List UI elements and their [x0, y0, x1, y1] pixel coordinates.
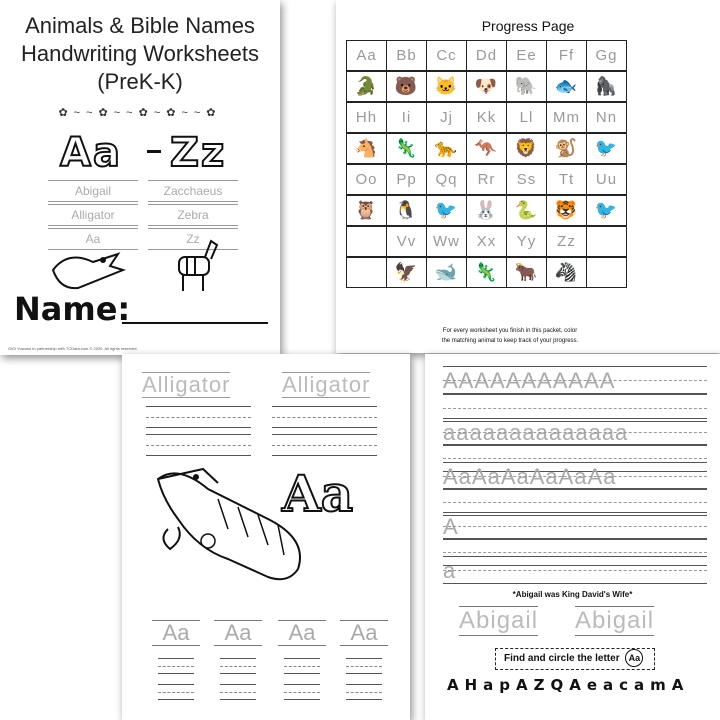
animal-cell: 🐍: [506, 195, 547, 226]
animal-cell: 🐻: [386, 71, 427, 102]
abigail-caption: *Abigail was King David's Wife*: [512, 590, 633, 599]
animal-cell: 🐋: [426, 257, 467, 288]
letter-cell: Ll: [506, 102, 547, 133]
letter-cell: Kk: [466, 102, 507, 133]
small-aa: Aa: [340, 620, 388, 646]
progress-grid: [346, 40, 674, 288]
letter-cell: Ff: [546, 40, 587, 71]
letter-cell: Cc: [426, 40, 467, 71]
cover-title-line3: (PreK-K): [97, 69, 183, 94]
animal-cell: 🐦: [426, 195, 467, 226]
letter-cell: Tt: [546, 164, 587, 195]
trace-row-mixed: AaAaAaAaAaAa: [443, 462, 707, 490]
progress-row: [346, 164, 674, 195]
trace-word-abigail: Abigail: [459, 607, 539, 634]
trace-word-alligator: Alligator: [282, 372, 371, 397]
cover-page: [0, 0, 280, 355]
zebra-icon: [165, 235, 225, 295]
trace-word-abigail: Abigail: [575, 607, 655, 634]
writing-line: [284, 684, 320, 700]
trace-word: Abigail: [48, 180, 138, 202]
cover-title-line2: Handwriting Worksheets: [20, 41, 260, 66]
writing-line: [146, 406, 251, 428]
writing-line: [272, 406, 377, 428]
letter-cell: Mm: [546, 102, 587, 133]
progress-row: [346, 226, 674, 257]
progress-page: [336, 0, 720, 353]
writing-line: [346, 658, 382, 674]
letter-cell: Ee: [506, 40, 547, 71]
animal-cell: [586, 257, 627, 288]
small-aa: Aa: [214, 620, 262, 646]
big-letters-left: Aa: [60, 130, 122, 176]
progress-title: Progress Page: [481, 18, 575, 34]
animal-cell: 🐘: [506, 71, 547, 102]
animal-cell: 🦍: [586, 71, 627, 102]
letter-cell: Aa: [346, 40, 387, 71]
animal-cell: 🐱: [426, 71, 467, 102]
letter-cell: Gg: [586, 40, 627, 71]
animal-cell: [346, 257, 387, 288]
letter-cell: Xx: [466, 226, 507, 257]
animal-cell: 🦁: [506, 133, 547, 164]
letter-cell: Ii: [386, 102, 427, 133]
animal-cell: 🐟: [546, 71, 587, 102]
letter-cell: Ss: [506, 164, 547, 195]
animal-cell: 🐊: [346, 71, 387, 102]
animal-cell: 🐆: [426, 133, 467, 164]
letter-cell: Qq: [426, 164, 467, 195]
trace-word: Alligator: [48, 204, 138, 226]
letter-cell: Nn: [586, 102, 627, 133]
writing-line: [272, 434, 377, 456]
name-label: Name:: [14, 290, 131, 328]
letter-cell: Ww: [426, 226, 467, 257]
cover-title-line1: Animals & Bible Names: [25, 13, 255, 38]
trace-row-single-upper: A: [443, 512, 707, 540]
progress-footer-line1: For every worksheet you finish in this packet, color: [442, 328, 578, 334]
small-aa: Aa: [152, 620, 200, 646]
find-circle-box: [495, 648, 655, 670]
letter-cell: Oo: [346, 164, 387, 195]
letter-cell: [346, 226, 387, 257]
letter-cell: Zz: [546, 226, 587, 257]
letter-a-worksheet: [425, 354, 720, 720]
animal-cell: 🐴: [346, 133, 387, 164]
progress-row: [346, 257, 674, 288]
letter-cell: Bb: [386, 40, 427, 71]
writing-line: [346, 684, 382, 700]
writing-line: [158, 684, 194, 700]
big-letters-right: Zz: [170, 130, 227, 176]
letter-cell: Yy: [506, 226, 547, 257]
find-text: Find and circle the letter: [504, 653, 620, 664]
trace-row-lowercase: aaaaaaaaaaaaaa: [443, 418, 707, 446]
letter-cell: Vv: [386, 226, 427, 257]
progress-row: [346, 40, 674, 71]
progress-row: [346, 133, 674, 164]
progress-row: [346, 102, 674, 133]
progress-row: [346, 195, 674, 226]
animal-cell: 🦎: [386, 133, 427, 164]
animal-cell: 🐰: [466, 195, 507, 226]
small-aa: Aa: [278, 620, 326, 646]
letter-cell: Jj: [426, 102, 467, 133]
letter-cell: Uu: [586, 164, 627, 195]
letter-cell: Pp: [386, 164, 427, 195]
animal-cell: 🦘: [466, 133, 507, 164]
progress-footer-line2: the matching animal to keep track of your progress.: [441, 338, 579, 344]
alligator-worksheet: [122, 354, 410, 720]
writing-line: [158, 658, 194, 674]
writing-line: [284, 658, 320, 674]
trace-word: Zacchaeus: [148, 180, 238, 202]
writing-line: [146, 434, 251, 456]
trace-word: Zebra: [148, 204, 238, 226]
animal-cell: 🦉: [346, 195, 387, 226]
progress-footer: [346, 326, 674, 346]
flower-vine-icon: ✿~~✿~~✿~✿~~✿: [58, 107, 222, 119]
animal-cell: 🐦: [586, 195, 627, 226]
big-aa-letters: Aa: [282, 464, 354, 523]
mixed-letters: AHapAZQAeacamA: [447, 676, 690, 694]
writing-line: [220, 658, 256, 674]
progress-row: [346, 71, 674, 102]
trace-row-single-lower: a: [443, 556, 707, 584]
copyright-text: GiGi Yuwono in partnership with TCData.com © 2020. All rights reserved.: [8, 346, 138, 351]
name-line: [122, 322, 268, 324]
trace-word: Aa: [48, 228, 138, 250]
animal-cell: 🐒: [546, 133, 587, 164]
dash-separator: [147, 150, 161, 153]
animal-cell: 🐧: [386, 195, 427, 226]
animal-cell: 🦓: [546, 257, 587, 288]
trace-word: Zz: [148, 228, 238, 250]
animal-cell: 🦅: [386, 257, 427, 288]
animal-cell: 🐯: [546, 195, 587, 226]
animal-cell: 🐦: [586, 133, 627, 164]
animal-cell: 🐶: [466, 71, 507, 102]
letter-cell: Dd: [466, 40, 507, 71]
letter-cell: [586, 226, 627, 257]
letter-cell: Rr: [466, 164, 507, 195]
animal-cell: 🦎: [466, 257, 507, 288]
circled-letter: Aa: [625, 649, 643, 667]
trace-row-uppercase: AAAAAAAAAAA: [443, 366, 707, 394]
animal-cell: 🐂: [506, 257, 547, 288]
writing-line: [220, 684, 256, 700]
trace-word-alligator: Alligator: [142, 372, 231, 397]
letter-cell: Hh: [346, 102, 387, 133]
